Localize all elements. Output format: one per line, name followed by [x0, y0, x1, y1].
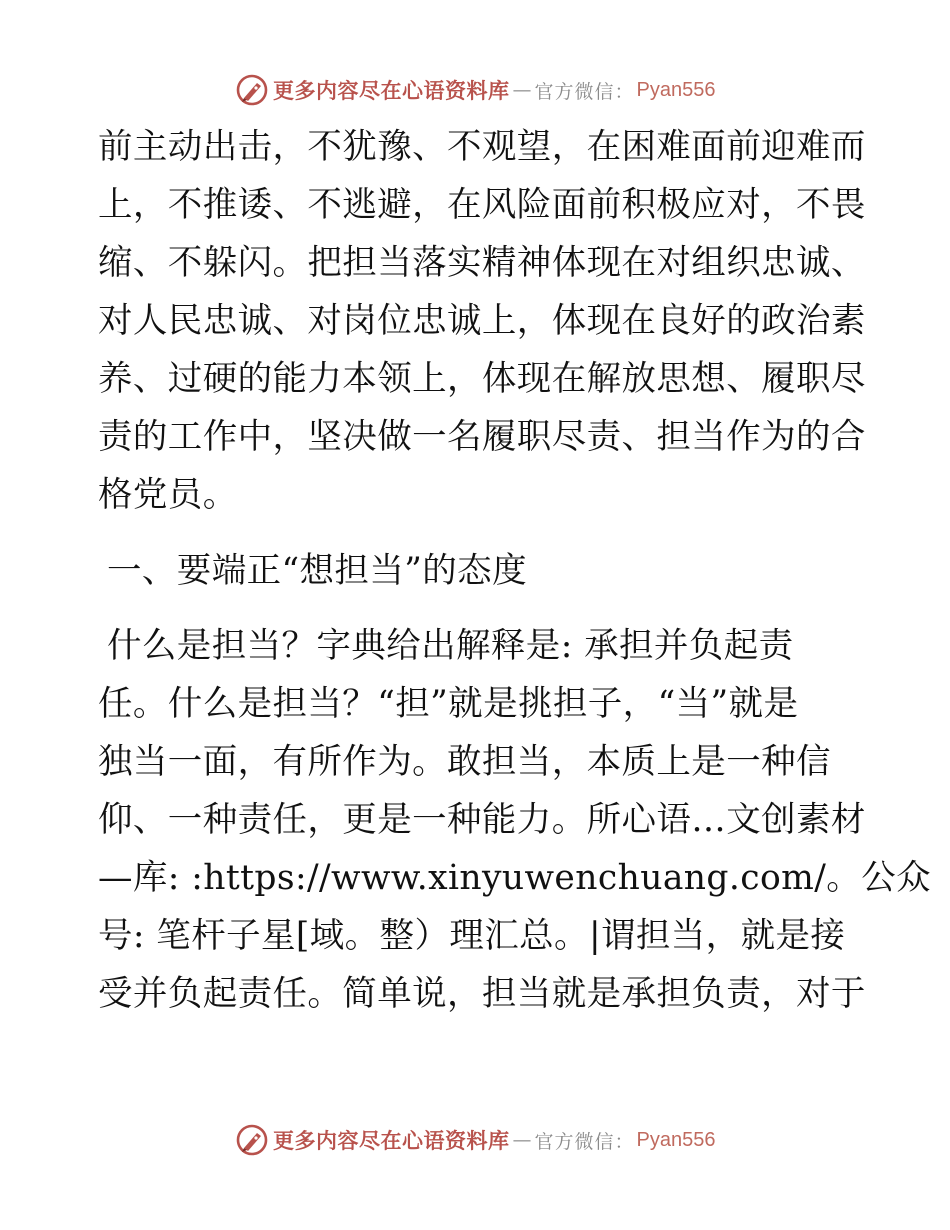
watermark-dash: —: [512, 79, 532, 101]
body-line: 受并负起责任。简单说，担当就是承担负责，对于: [98, 974, 866, 1014]
body-line: 仰、一种责任，更是一种能力。所心语…文创素材: [98, 800, 866, 840]
body-line: 独当一面，有所作为。敢担当，本质上是一种信: [98, 742, 831, 782]
watermark-wechat-id: Pyan556: [636, 78, 716, 101]
footer-watermark: [235, 1123, 715, 1157]
watermark-dash: —: [512, 1129, 532, 1151]
header-watermark: [235, 73, 715, 107]
body-line: 责的工作中，坚决做一名履职尽责、担当作为的合: [98, 417, 866, 457]
section-heading: 一、要端正“想担当”的态度: [107, 551, 527, 591]
body-line: 养、过硬的能力本领上，体现在解放思想、履职尽: [98, 359, 866, 399]
watermark-sub-text: 官方微信：: [534, 1130, 635, 1153]
body-line: 什么是担当？字典给出解释是: 承担并负起责: [107, 626, 794, 666]
body-line: 格党员。: [98, 475, 238, 515]
body-line: 缩、不躲闪。把担当落实精神体现在对组织忠诚、: [98, 243, 866, 283]
pen-nib-icon: [235, 73, 269, 107]
body-line: 前主动出击，不犹豫、不观望，在困难面前迎难而: [98, 127, 866, 167]
watermark-main-text: 更多内容尽在心语资料库: [273, 1128, 510, 1153]
watermark-wechat-id: Pyan556: [636, 1128, 716, 1151]
body-line: 上，不推诿、不逃避，在风险面前积极应对，不畏: [98, 185, 866, 225]
body-line: —库: :https://www.xinyuwenchuang.com/。公众: [98, 858, 932, 898]
pen-nib-icon: [235, 1123, 269, 1157]
body-line: 号: 笔杆子星[域。整）理汇总。|谓担当，就是接: [98, 916, 846, 956]
watermark-main-text: 更多内容尽在心语资料库: [273, 78, 510, 103]
body-line: 对人民忠诚、对岗位忠诚上，体现在良好的政治素: [98, 301, 866, 341]
body-line: 任。什么是担当？“担”就是挑担子，“当”就是: [98, 684, 799, 724]
watermark-sub-text: 官方微信：: [534, 80, 635, 103]
